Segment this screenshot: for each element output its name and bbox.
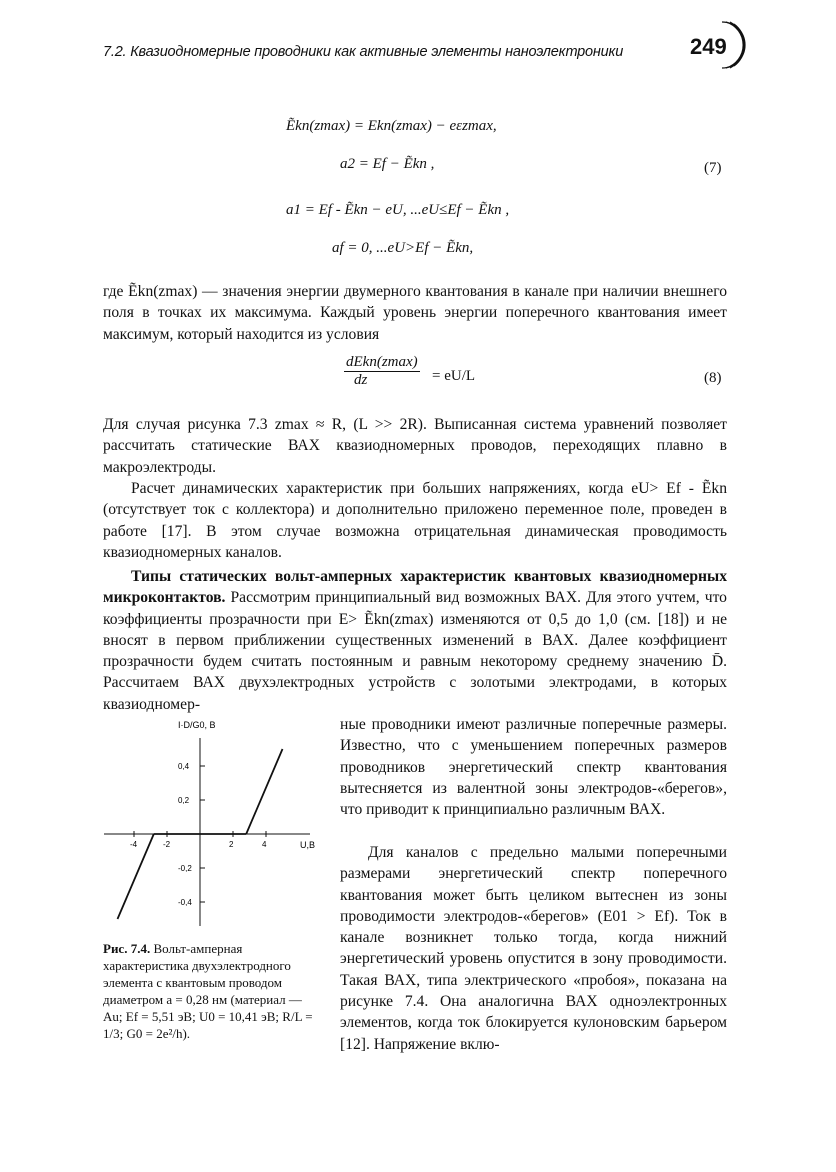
equation-8-rhs: = eU/L bbox=[432, 368, 476, 384]
types-text: Рассмотрим принципиальный вид возможных ВАХ. Для этого учтем, что коэффициенты прозрачности при E> Ẽkn(zmax) изменяются от 0,5 до 1,0 (см. [18]) и не вносят в первом приближении существенных изменений в ВАХ. Далее коэффициент прозрачности будем считать постоянным и равным некоторому среднему значению D̄. Рассчитаем ВАХ двухэлектродных устройств с золотыми электродами, в которых квазиодномер- bbox=[103, 589, 727, 713]
paragraph-where: где Ẽkn(zmax) — значения энергии двумерного квантования в канале при наличии внешнего поля в точках их максимума. Каждый уровень энергии поперечного квантования имеет максимум, который находится из условия bbox=[103, 283, 727, 343]
page-corner-arc-icon bbox=[716, 20, 756, 70]
x-tick-label: 4 bbox=[262, 840, 267, 849]
equation-line-3: a1 = Ef - Ẽkn − eU, ...eU≤Ef − Ẽkn , bbox=[286, 202, 510, 218]
types-heading: Типы статических вольт-амперных характеристик квантовых квазиодномерных микроконтактов. bbox=[103, 568, 727, 607]
equation-line-2: a2 = Ef − Ẽkn , bbox=[340, 156, 435, 172]
paragraph-dynamic: Расчет динамических характеристик при больших напряжениях, когда eU> Ef - Ẽkn (отсутствует ток с коллектора) и дополнительно приложено переменное поле, проведен в работе [17]. В этом случае возможна отрицательная динамическая проводимость квазиодномерных каналов. bbox=[103, 480, 727, 561]
page-number: 249 bbox=[690, 34, 727, 59]
equation-8-denominator: dz bbox=[354, 372, 368, 388]
equation-line-4: af = 0, ...eU>Ef − Ẽkn, bbox=[332, 240, 474, 256]
caption-label: Рис. 7.4. bbox=[103, 941, 151, 956]
right-column-paragraph-1: ные проводники имеют различные поперечные размеры. Известно, что с уменьшением поперечных размеров проводников энергетический спектр квантования вытесняется из валентной зоны электродов-«берегов», что приводит к принципиально различным ВАХ. bbox=[340, 716, 727, 819]
running-title: 7.2. Квазиодномерные проводники как активные элементы наноэлектроники bbox=[103, 44, 624, 60]
y-tick-label: 0,2 bbox=[178, 796, 190, 805]
paragraph-types bbox=[103, 566, 727, 715]
paragraph-case: Для случая рисунка 7.3 zmax ≈ R, (L >> 2R). Выписанная система уравнений позволяет рассчитать статические ВАХ квазиодномерных проводов, переходящих плавно в макроэлектроды. bbox=[103, 416, 727, 476]
iv-curve-segment-3 bbox=[246, 749, 282, 834]
equation-number-7: (7) bbox=[704, 160, 722, 176]
y-tick-label: -0,4 bbox=[178, 898, 192, 907]
equation-line-1: Ẽkn(zmax) = Ekn(zmax) − eεzmax, bbox=[286, 118, 497, 134]
x-tick-label: 2 bbox=[229, 840, 234, 849]
x-tick-label: -2 bbox=[163, 840, 171, 849]
x-tick-label: -4 bbox=[130, 840, 138, 849]
equation-number-8: (8) bbox=[704, 370, 722, 386]
y-axis-label: I·D/G0, В bbox=[178, 720, 216, 730]
caption-text: Вольт-амперная характеристика двухэлектродного элемента с квантовым проводом диаметром a = 0,28 нм (материал — Au; Ef = 5,51 эВ; U0 = 10,41 эВ; R/L = 1/3; G0 = 2e²/h). bbox=[103, 941, 313, 1041]
x-axis-label: U,В bbox=[300, 840, 316, 850]
figure-7-4-chart bbox=[100, 716, 320, 934]
y-tick-label: 0,4 bbox=[178, 762, 190, 771]
y-tick-label: -0,2 bbox=[178, 864, 192, 873]
right-column-paragraph-2: Для каналов с предельно малыми поперечными размерами энергетический спектр поперечного квантования может быть целиком вытеснен из зоны проводимости электродов-«берегов» (E01 > Ef). Ток в канале возникнет только тогда, когда нижний энергетический уровень опустится в зону проводимости. Такая ВАХ, типа электрического «пробоя», показана на рисунке 7.4. Она аналогична ВАХ одноэлектронных элементов, когда ток блокируется кулоновским барьером [12]. Напряжение вклю- bbox=[340, 844, 727, 1053]
equation-8-numerator: dEkn(zmax) bbox=[346, 354, 418, 370]
